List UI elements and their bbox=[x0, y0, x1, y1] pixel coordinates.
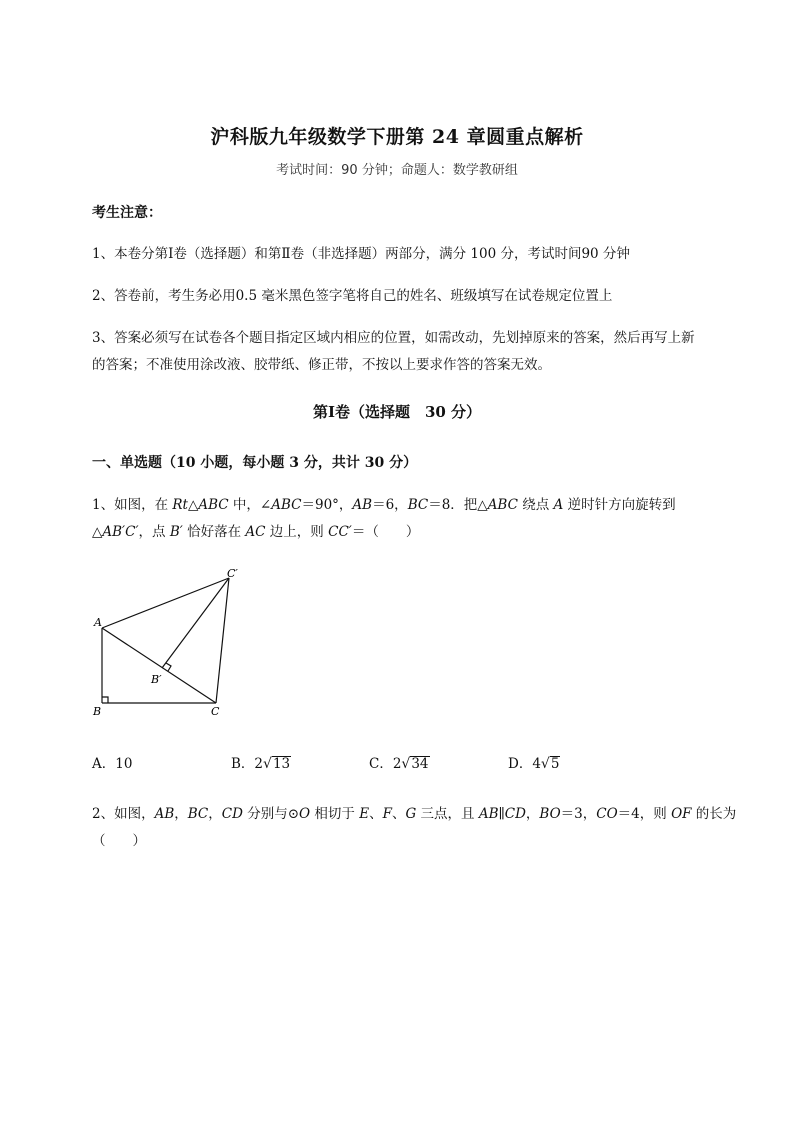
label-b-prime: B′ bbox=[151, 673, 162, 686]
label-a: A bbox=[94, 616, 102, 629]
option-c[interactable]: C．2√34 bbox=[369, 756, 429, 772]
notice-item-1: 1、本卷分第Ⅰ卷（选择题）和第Ⅱ卷（非选择题）两部分，满分 100 分，考试时间90 分钟 bbox=[92, 246, 630, 262]
question-1-line-1: 1、如图，在 Rt△ABC 中，∠ABC＝90°，AB＝6，BC＝8．把△ABC 绕点 A 逆时针方向旋转到 bbox=[92, 497, 676, 513]
right-angle-mark-b-prime bbox=[166, 663, 171, 671]
notice-item-3: 3、答案必须写在试卷各个题目指定区域内相应的位置，如需改动，先划掉原来的答案，然后再写上新 bbox=[92, 330, 695, 346]
question-1-line-2: △AB′C′，点 B′ 恰好落在 AC 边上，则 CC′＝（ ） bbox=[92, 524, 420, 540]
segment-ac bbox=[102, 628, 216, 703]
part-title: 一、单选题（10 小题，每小题 3 分，共计 30 分） bbox=[92, 455, 418, 471]
notice-heading: 考生注意： bbox=[92, 205, 162, 221]
segment-cc-prime bbox=[216, 578, 229, 703]
notice-item-2: 2、答卷前，考生务必用0.5 毫米黑色签字笔将自己的姓名、班级填写在试卷规定位置上 bbox=[92, 288, 613, 304]
right-angle-mark-b bbox=[102, 697, 108, 703]
label-c-prime: C′ bbox=[227, 567, 238, 580]
option-b[interactable]: B．2√13 bbox=[231, 756, 291, 772]
option-a[interactable]: A．10 bbox=[92, 756, 133, 772]
label-b: B bbox=[93, 705, 102, 718]
label-c: C bbox=[211, 705, 220, 718]
exam-info: 考试时间：90 分钟；命题人：数学教研组 bbox=[276, 163, 518, 178]
question-1-figure bbox=[88, 560, 248, 722]
section-title: 第Ⅰ卷（选择题 30 分） bbox=[312, 403, 482, 421]
notice-item-3-cont: 的答案；不准使用涂改液、胶带纸、修正带，不按以上要求作答的答案无效。 bbox=[92, 357, 551, 373]
page-title: 沪科版九年级数学下册第 24 章圆重点解析 bbox=[210, 126, 584, 148]
question-2-line-1: 2、如图，AB，BC，CD 分别与⊙O 相切于 E、F、G 三点，且 AB∥CD，BO＝3，CO＝4，则 OF 的长为 bbox=[92, 806, 737, 822]
option-d[interactable]: D．4√5 bbox=[508, 756, 560, 772]
question-2-line-2: （ ） bbox=[92, 833, 146, 849]
